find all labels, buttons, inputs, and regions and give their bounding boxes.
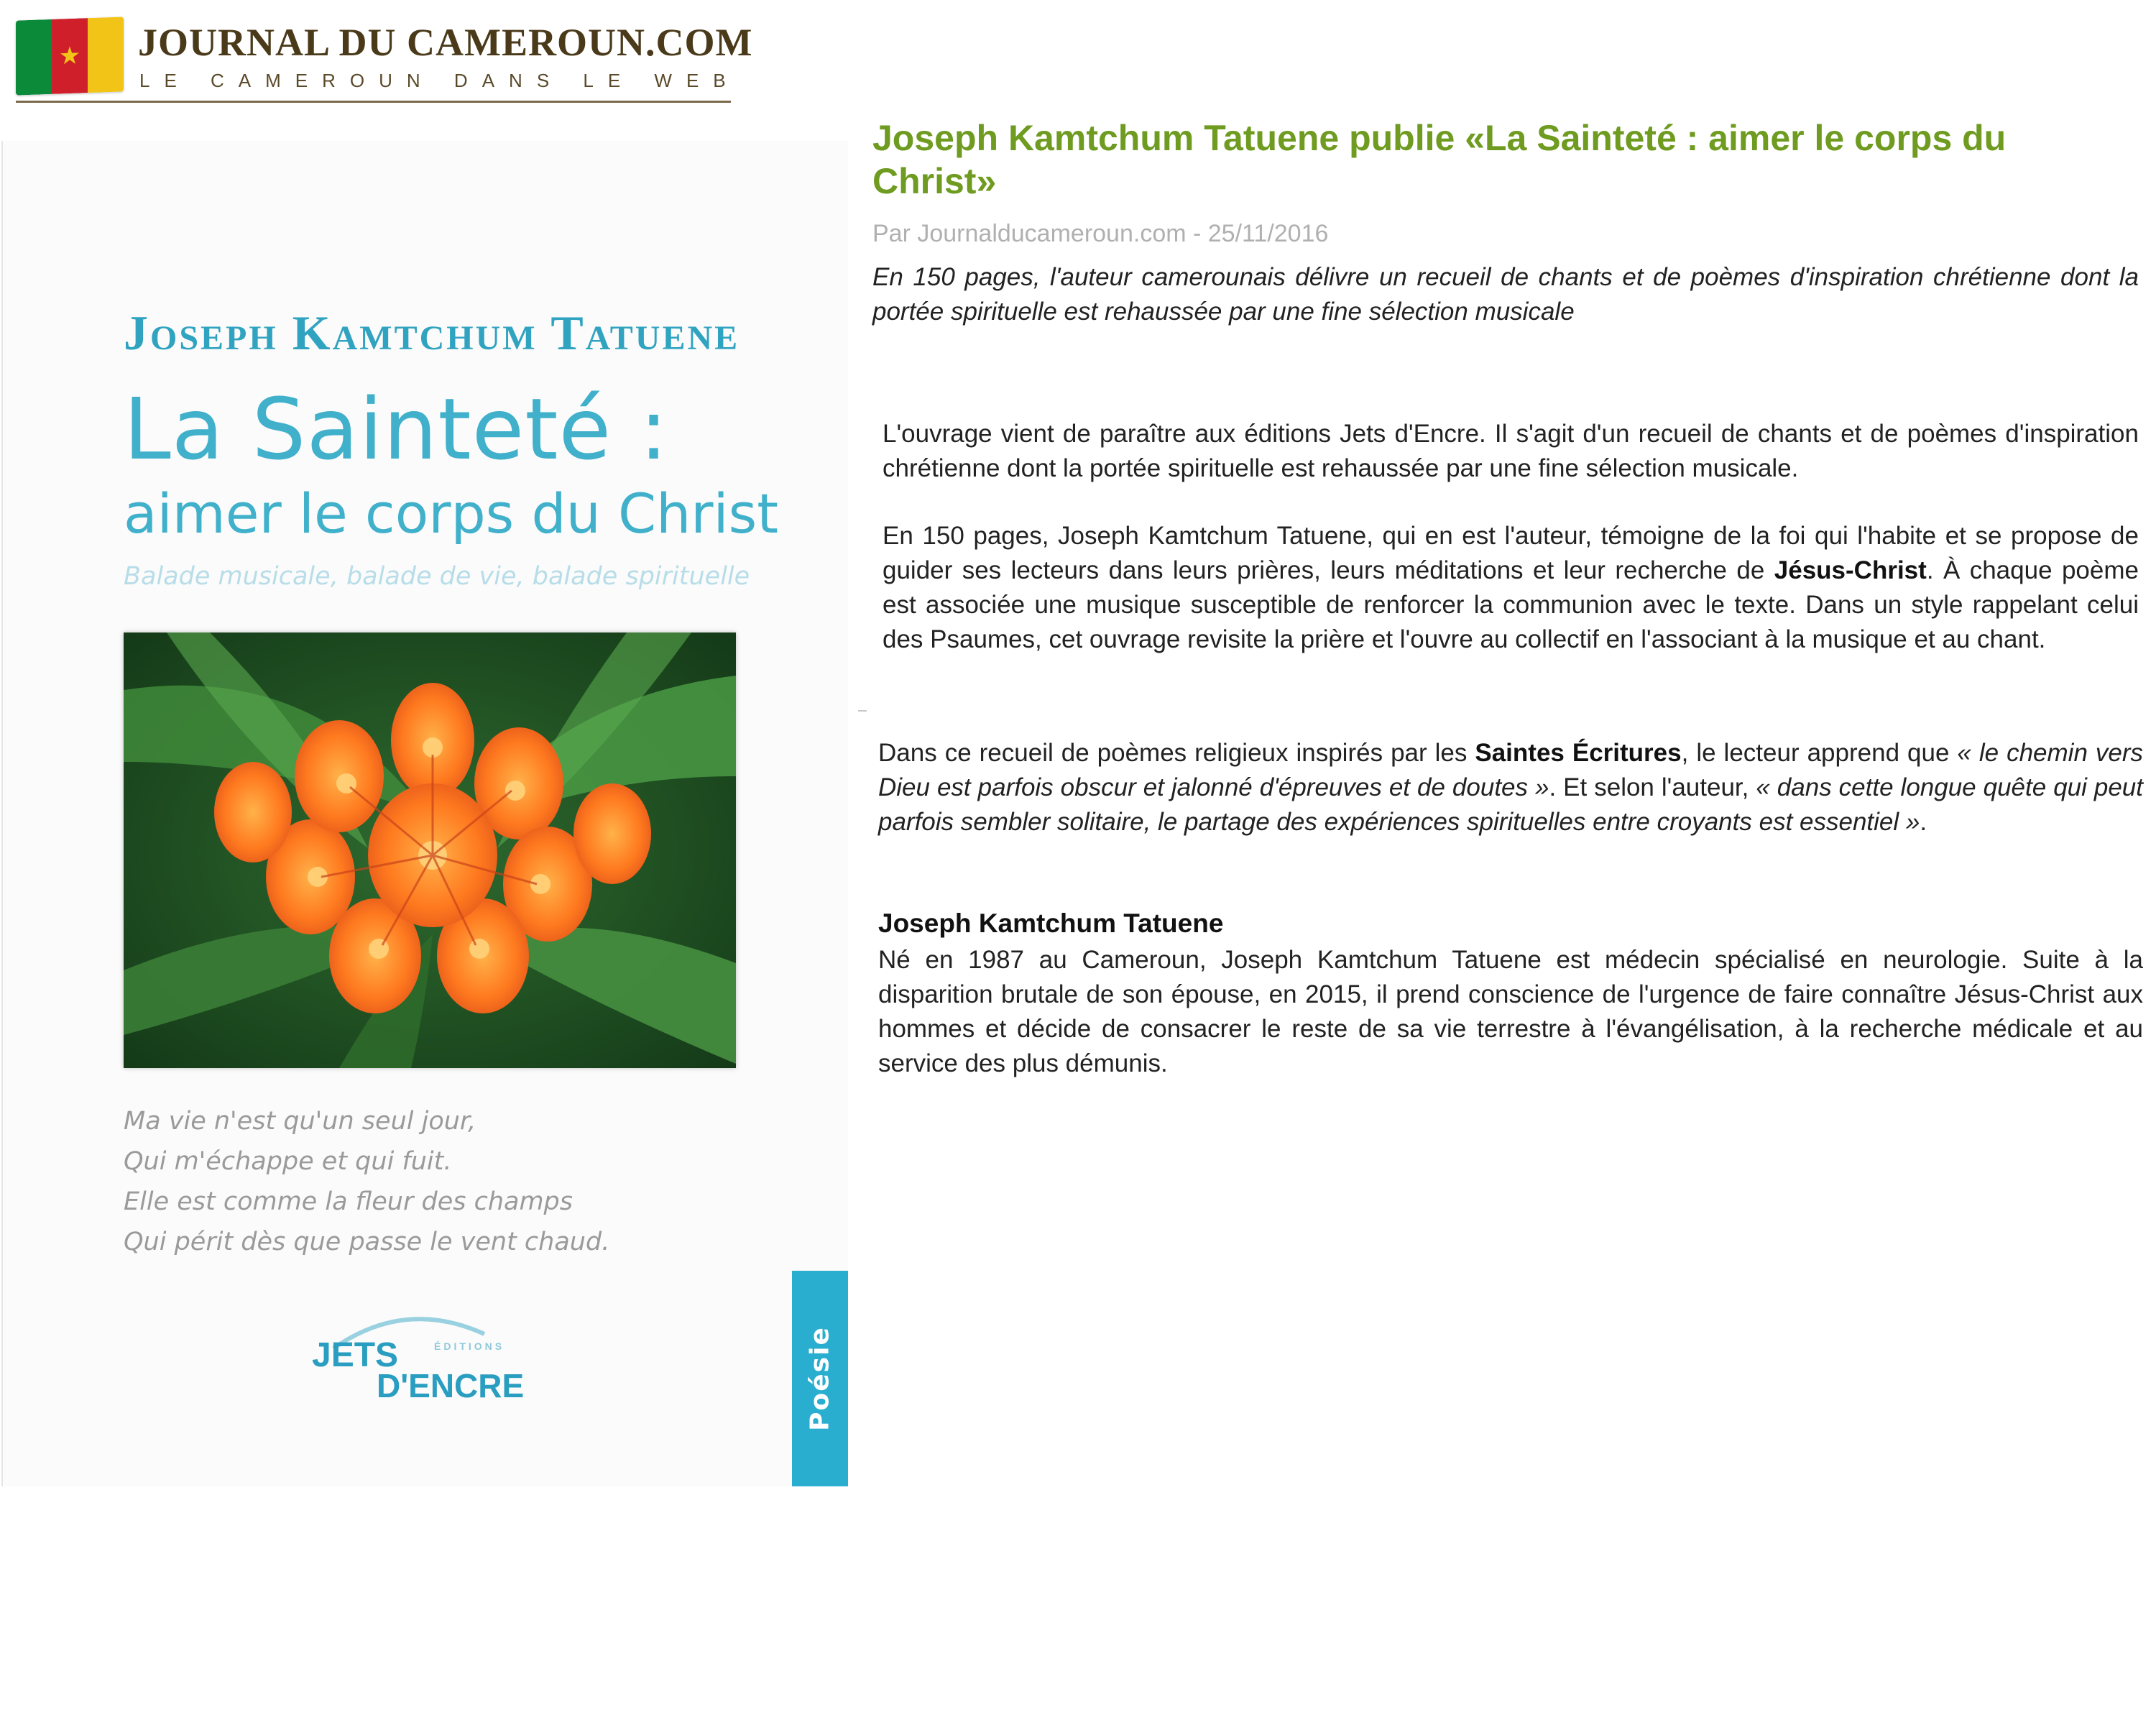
article-paragraph-2 [883, 519, 2139, 657]
p3-keyword: Saintes Écritures [1475, 739, 1682, 767]
cameroon-flag-icon [16, 17, 124, 95]
cover-title-line1: La Sainteté : [124, 380, 669, 479]
publisher-logo [305, 1305, 563, 1406]
p3-quote-1: « le chemin vers Dieu est parfois obscur et jalonné d'épreuves et de doutes » [878, 739, 2144, 801]
cover-subtitle: Balade musicale, balade de vie, balade spirituelle [124, 562, 750, 591]
publisher-editions: ÉDITIONS [434, 1340, 505, 1352]
section-divider [858, 710, 867, 712]
article-byline: Par Journalducameroun.com - 25/11/2016 [872, 220, 1329, 247]
publisher-jets: JETS [312, 1336, 399, 1374]
flag-red-stripe [52, 18, 88, 94]
site-name[interactable]: JOURNAL DU CAMEROUN.COM [138, 21, 753, 64]
p3-text-b: , le lecteur apprend que [1681, 739, 1958, 767]
site-tagline: LE CAMEROUN DANS LE WEB [139, 70, 740, 91]
p3-text-c: . Et selon l'auteur, [1549, 773, 1756, 801]
p3-quote-2: « dans cette longue quête qui peut parfois sembler solitaire, le partage des expériences spirituelles entre croyants est essentiel » [878, 773, 2144, 836]
poem-line: Ma vie n'est qu'un seul jour, [124, 1107, 476, 1136]
poem-line: Qui m'échappe et qui fuit. [124, 1147, 452, 1176]
article-lede: En 150 pages, l'auteur camerounais délivre un recueil de chants et de poèmes d'inspiration chrétienne dont la portée spirituelle est rehaussée par une fine sélection musicale [872, 263, 2139, 326]
publisher-dencre: D'ENCRE [377, 1367, 525, 1404]
author-bio-text: Né en 1987 au Cameroun, Joseph Kamtchum Tatuene est médecin spécialisé en neurologie. Suite à la disparition brutale de son épouse, en 2015, il prend conscience de l'urgence de faire connaître Jésus-Christ aux hommes et décide de consacrer le reste de sa vie terrestre à l'évangélisation, à la recherche médicale et au service des plus démunis. [878, 946, 2143, 1077]
p2-keyword: Jésus-Christ [1774, 556, 1927, 584]
genre-label: Poésie [805, 1326, 835, 1431]
flag-star-icon: ★ [58, 41, 81, 71]
author-bio-title: Joseph Kamtchum Tatuene [878, 908, 1224, 938]
cover-title-line2: aimer le corps du Christ [124, 482, 778, 546]
flag-green-stripe [16, 19, 52, 96]
cover-flower-photo [124, 632, 736, 1068]
poem-line: Elle est comme la fleur des champs [124, 1187, 573, 1216]
cover-poem [124, 1101, 670, 1262]
p2-text-a: En 150 pages, Joseph Kamtchum Tatuene, qui en est l'auteur, témoigne de la foi qui l'habite et se propose de guider ses lecteurs dans leurs prières, leurs méditations et leur recherche de [883, 522, 2139, 584]
genre-band [792, 1271, 848, 1486]
site-masthead[interactable] [16, 16, 753, 104]
article-headline[interactable]: Joseph Kamtchum Tatuene publie «La Sainteté : aimer le corps du Christ» [872, 118, 2007, 201]
article-paragraph-3 [878, 736, 2143, 840]
article-paragraph-1: L'ouvrage vient de paraître aux éditions Jets d'Encre. Il s'agit d'un recueil de chants et de poèmes d'inspiration chrétienne dont la portée spirituelle est rehaussée par une fine sélection musicale. [883, 420, 2139, 482]
book-cover [1, 141, 848, 1486]
p3-text-d: . [1920, 808, 1927, 836]
p2-text-b: . À chaque poème est associée une musique susceptible de renforcer la communion avec le texte. Dans un style rappelant celui des Psaumes, cet ouvrage revisite la prière et l'ouvre au collectif en l'associant à la musique et au chant. [883, 556, 2139, 653]
cover-author: Joseph Kamtchum Tatuene [124, 305, 740, 360]
flag-yellow-stripe [88, 17, 124, 93]
p3-text-a: Dans ce recueil de poèmes religieux inspirés par les [878, 739, 1475, 767]
poem-line: Qui périt dès que passe le vent chaud. [124, 1228, 610, 1256]
masthead-rule [16, 101, 731, 103]
